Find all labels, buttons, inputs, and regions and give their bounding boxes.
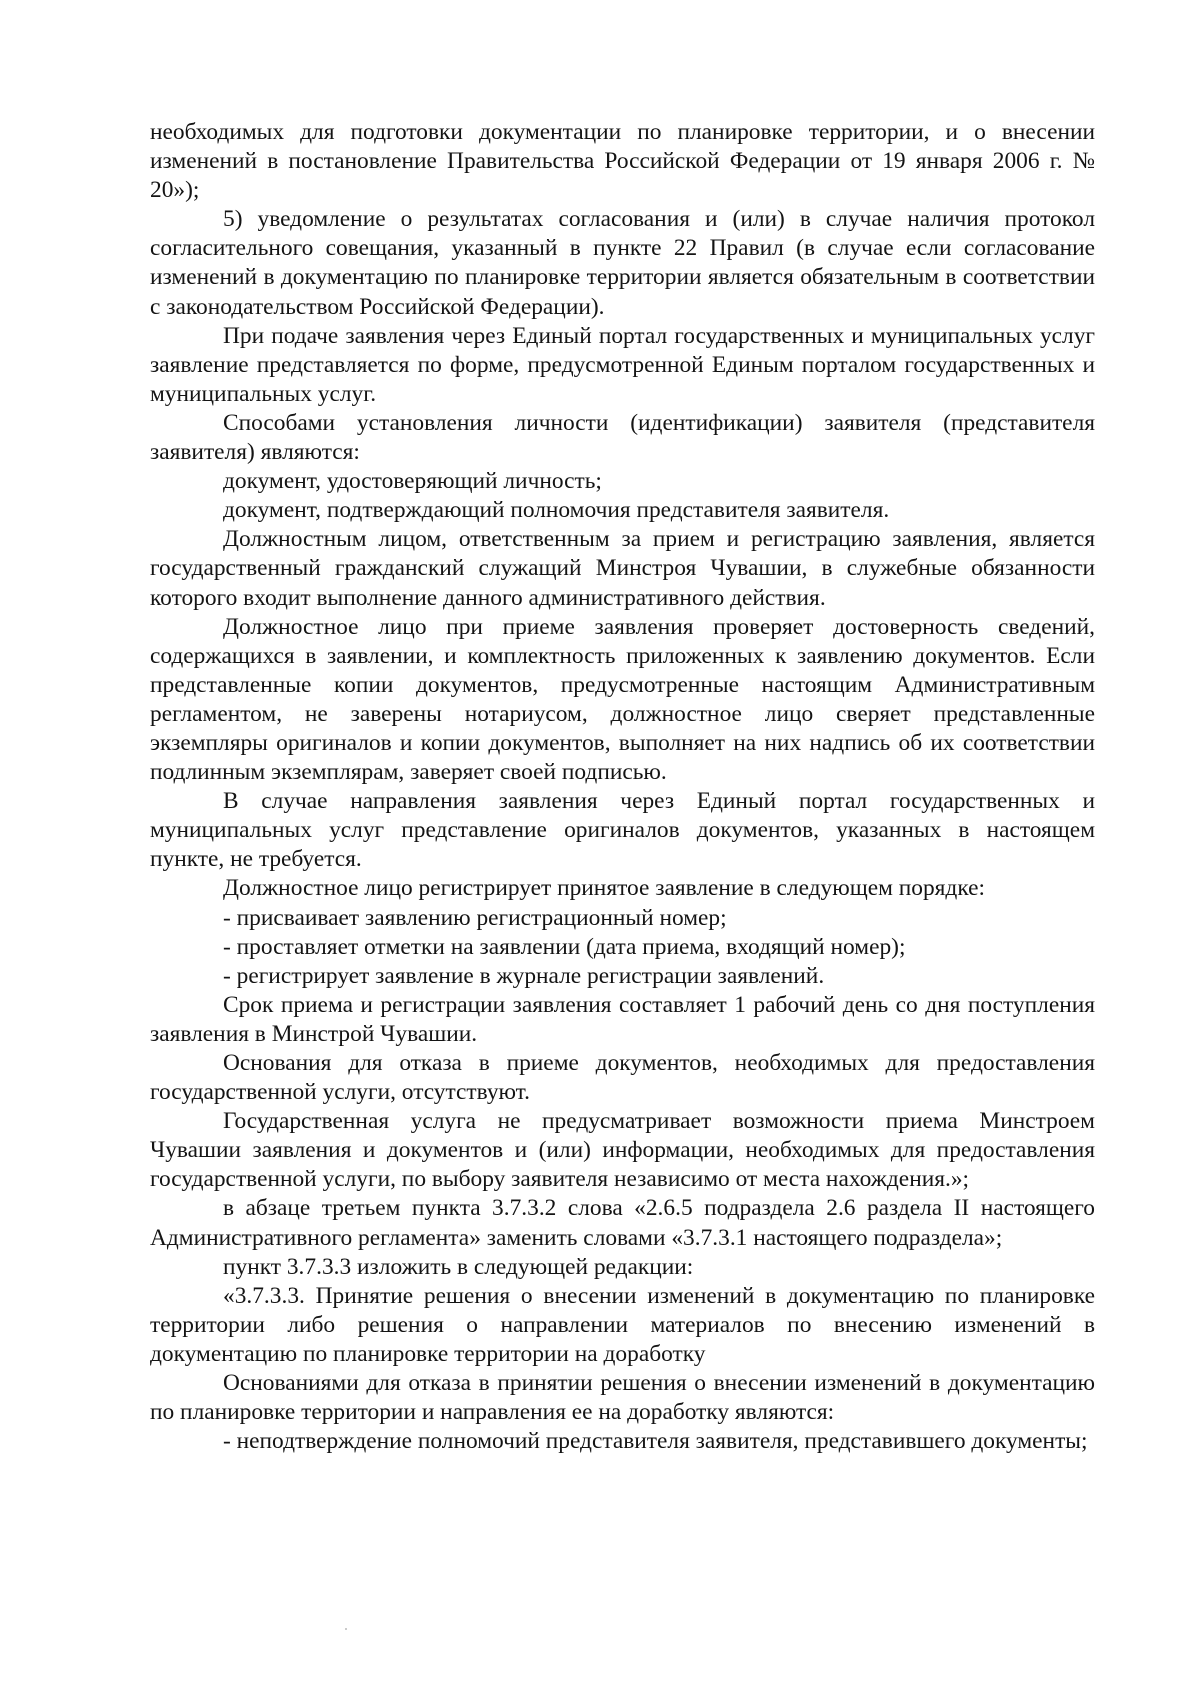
paragraph-19: «3.7.3.3. Принятие решения о внесении изменений в документацию по планировке территории либо решения о направлении материалов по внесению изменений в документацию по планировке территории на доработку <box>150 1282 1095 1367</box>
scan-speck <box>345 1628 347 1630</box>
document-body <box>150 118 1095 1456</box>
paragraph-6: документ, подтверждающий полномочия представителя заявителя. <box>223 497 890 524</box>
paragraph-4: Способами установления личности (идентификации) заявителя (представителя заявителя) являются: <box>150 409 1095 466</box>
paragraph-16: Государственная услуга не предусматривает возможности приема Минстроем Чувашии заявления и документов и (или) информации, необходимых для предоставления государственной услуги, по выбору заявителя независимо от места нахождения.»; <box>150 1108 1095 1193</box>
paragraph-20: Основаниями для отказа в принятии решения о внесении изменений в документацию по планировке территории и направления ее на доработку являются: <box>150 1370 1095 1426</box>
paragraph-7: Должностным лицом, ответственным за прием и регистрацию заявления, является государственный гражданский служащий Минстроя Чувашии, в служебные обязанности которого входит выполнение данного административного действия. <box>150 526 1095 611</box>
paragraph-11: - присваивает заявлению регистрационный номер; <box>223 904 727 931</box>
paragraph-17: в абзаце третьем пункта 3.7.3.2 слова «2.6.5 подраздела 2.6 раздела II настоящего Административного регламента» заменить словами «3.7.3.1 настоящего подраздела»; <box>150 1195 1095 1251</box>
paragraph-5: документ, удостоверяющий личность; <box>223 468 602 495</box>
paragraph-21: - неподтверждение полномочий представителя заявителя, представившего документы; <box>223 1428 1088 1455</box>
paragraph-3: При подаче заявления через Единый портал государственных и муниципальных услуг заявление представляется по форме, предусмотренной Единым порталом государственных и муниципальных услуг. <box>150 322 1095 407</box>
paragraph-15: Основания для отказа в приеме документов, необходимых для предоставления государственной услуги, отсутствуют. <box>150 1050 1095 1106</box>
paragraph-8: Должностное лицо при приеме заявления проверяет достоверность сведений, содержащихся в заявлении, и комплектность приложенных к заявлению документов. Если представленные копии документов, предусмотренные настоящим Административным регламентом, не заверены нотариусом, должностное лицо сверяет представленные экземпляры оригиналов и копии документов, выполняет на них надпись об их соответствии подлинным экземплярам, заверяет своей подписью. <box>150 613 1095 786</box>
paragraph-12: - проставляет отметки на заявлении (дата приема, входящий номер); <box>223 933 906 960</box>
paragraph-2: 5) уведомление о результатах согласования и (или) в случае наличия протокол согласительного совещания, указанный в пункте 22 Правил (в случае если согласование изменений в документацию по планировке территории является обязательным в соответствии с законодательством Российской Федерации). <box>150 206 1095 320</box>
paragraph-1: необходимых для подготовки документации по планировке территории, и о внесении изменений в постановление Правительства Российской Федерации от 19 января 2006 г. № 20»); <box>150 119 1095 204</box>
paragraph-18: пункт 3.7.3.3 изложить в следующей редакции: <box>223 1253 694 1280</box>
paragraph-13: - регистрирует заявление в журнале регистрации заявлений. <box>223 962 825 989</box>
paragraph-9: В случае направления заявления через Единый портал государственных и муниципальных услуг представление оригиналов документов, указанных в настоящем пункте, не требуется. <box>150 788 1095 873</box>
paragraph-14: Срок приема и регистрации заявления составляет 1 рабочий день со дня поступления заявления в Минстрой Чувашии. <box>150 991 1095 1047</box>
paragraph-10: Должностное лицо регистрирует принятое заявление в следующем порядке: <box>223 875 985 902</box>
